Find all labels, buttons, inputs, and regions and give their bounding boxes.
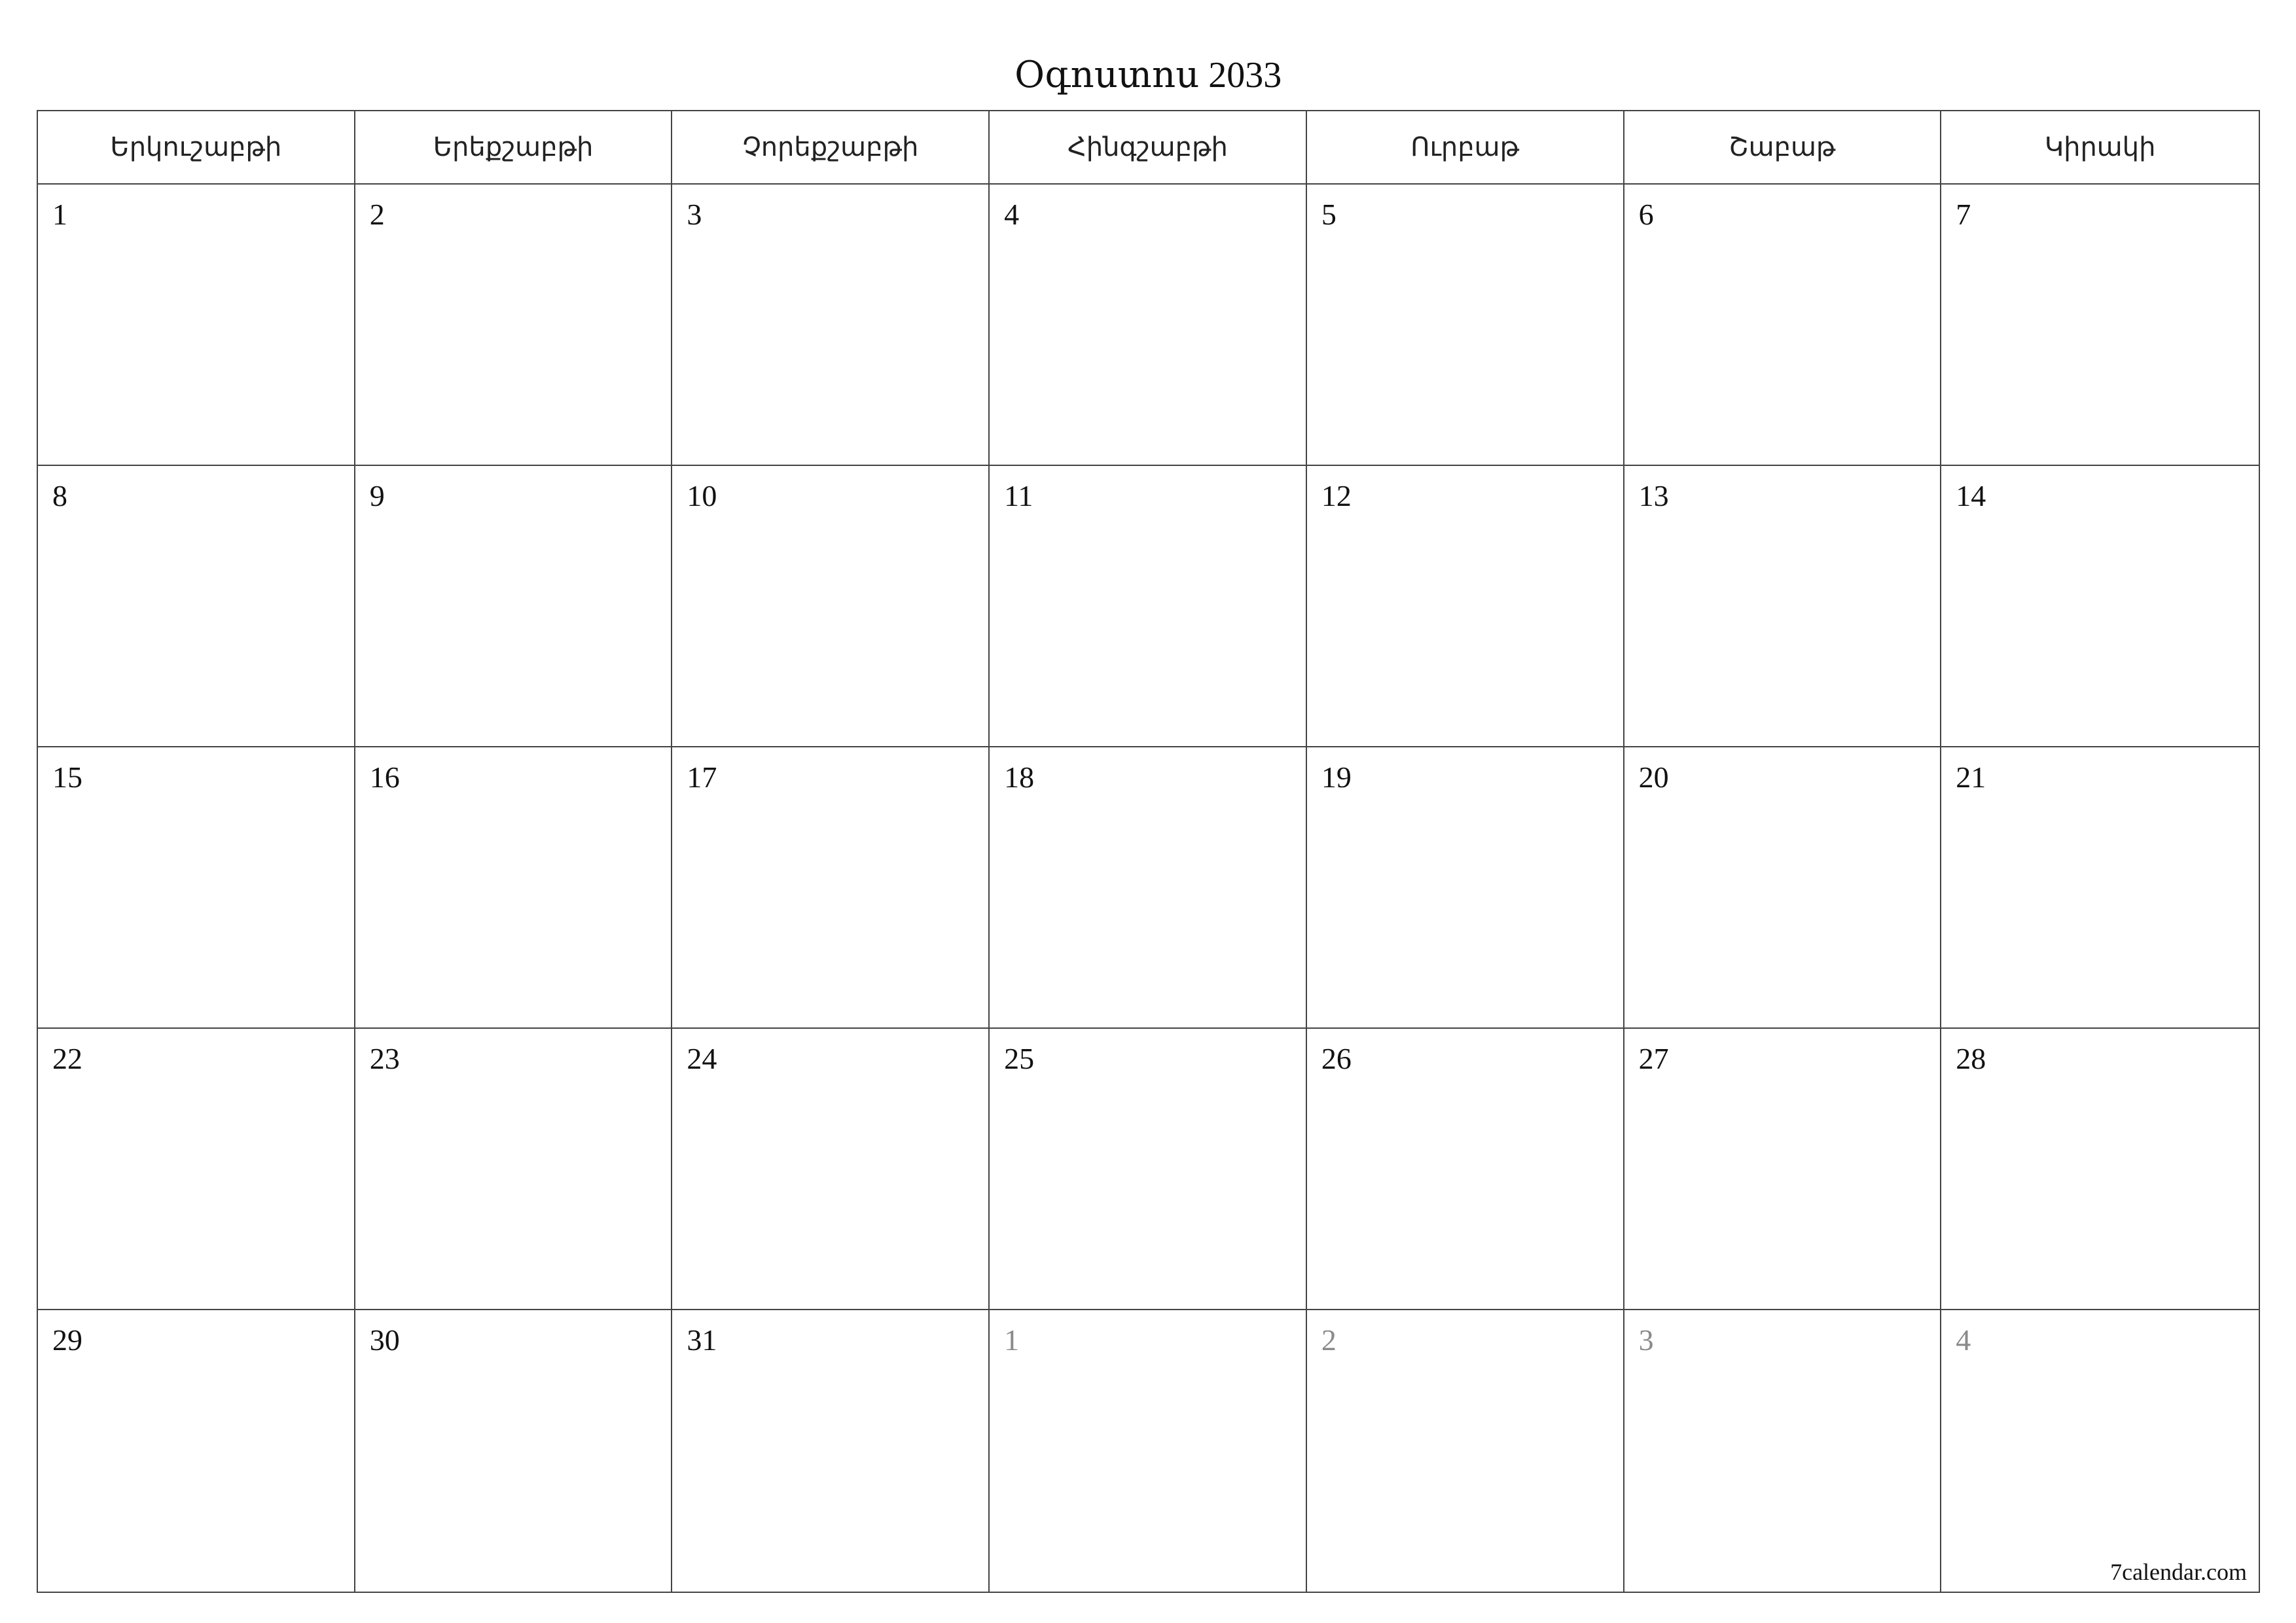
day-cell (355, 466, 673, 747)
day-cell (1941, 466, 2259, 747)
day-number: 1 (52, 198, 67, 231)
day-cell (355, 185, 673, 466)
site-credit: 7calendar.com (2110, 1559, 2247, 1585)
day-number: 25 (1004, 1042, 1035, 1075)
day-number: 26 (1321, 1042, 1352, 1075)
day-cell (355, 747, 673, 1029)
day-cell (1941, 747, 2259, 1029)
day-cell (672, 1029, 990, 1310)
day-number: 11 (1004, 479, 1033, 512)
day-number: 18 (1004, 760, 1035, 794)
day-cell (1624, 747, 1942, 1029)
day-cell (1941, 1310, 2259, 1592)
day-cell (355, 1029, 673, 1310)
day-cell (990, 1029, 1307, 1310)
day-cell (990, 185, 1307, 466)
day-cell (1307, 747, 1624, 1029)
day-number: 7 (1956, 198, 1971, 231)
day-number: 28 (1956, 1042, 1986, 1075)
weekday-header: Երկուշաբթի (38, 111, 355, 185)
calendar-title: Օգոստոս 2033 (1014, 55, 1282, 96)
calendar-grid (37, 110, 2260, 1593)
day-number: 14 (1956, 479, 1986, 512)
day-number: 21 (1956, 760, 1986, 794)
day-cell (1941, 185, 2259, 466)
day-number: 9 (369, 479, 385, 512)
day-cell (1941, 1029, 2259, 1310)
weekday-header: Ուրբաթ (1307, 111, 1624, 185)
day-cell (38, 1029, 355, 1310)
day-cell (672, 466, 990, 747)
day-cell (355, 1310, 673, 1592)
day-cell (38, 185, 355, 466)
day-cell (672, 747, 990, 1029)
day-number: 16 (369, 760, 400, 794)
day-number: 23 (369, 1042, 400, 1075)
day-number: 5 (1321, 198, 1336, 231)
day-number: 13 (1638, 479, 1669, 512)
weekday-header: Շաբաթ (1624, 111, 1942, 185)
day-cell (1307, 185, 1624, 466)
day-cell (672, 1310, 990, 1592)
day-number: 20 (1638, 760, 1669, 794)
day-cell (672, 185, 990, 466)
day-cell (38, 1310, 355, 1592)
day-cell (1624, 466, 1942, 747)
day-number: 8 (52, 479, 67, 512)
day-cell (990, 466, 1307, 747)
day-number: 27 (1638, 1042, 1669, 1075)
weekday-header: Երեքշաբթի (355, 111, 673, 185)
day-cell (38, 747, 355, 1029)
adjacent-month-day-number: 4 (1956, 1323, 1971, 1357)
day-number: 3 (687, 198, 702, 231)
day-number: 6 (1638, 198, 1654, 231)
day-number: 2 (369, 198, 385, 231)
day-cell (990, 1310, 1307, 1592)
day-cell (1307, 1029, 1624, 1310)
adjacent-month-day-number: 1 (1004, 1323, 1020, 1357)
day-cell (38, 466, 355, 747)
adjacent-month-day-number: 2 (1321, 1323, 1336, 1357)
weekday-header: Հինգշաբթի (990, 111, 1307, 185)
day-number: 10 (687, 479, 717, 512)
weekday-header: Կիրակի (1941, 111, 2259, 185)
day-number: 4 (1004, 198, 1020, 231)
day-cell (1307, 1310, 1624, 1592)
day-number: 29 (52, 1323, 82, 1357)
day-number: 12 (1321, 479, 1352, 512)
day-cell (1624, 1029, 1942, 1310)
day-number: 31 (687, 1323, 717, 1357)
day-cell (1624, 1310, 1942, 1592)
day-number: 24 (687, 1042, 717, 1075)
adjacent-month-day-number: 3 (1638, 1323, 1654, 1357)
day-cell (990, 747, 1307, 1029)
day-cell (1624, 185, 1942, 466)
day-number: 19 (1321, 760, 1352, 794)
day-number: 17 (687, 760, 717, 794)
day-cell (1307, 466, 1624, 747)
weekday-header: Չորեքշաբթի (672, 111, 990, 185)
day-number: 30 (369, 1323, 400, 1357)
day-number: 22 (52, 1042, 82, 1075)
day-number: 15 (52, 760, 82, 794)
